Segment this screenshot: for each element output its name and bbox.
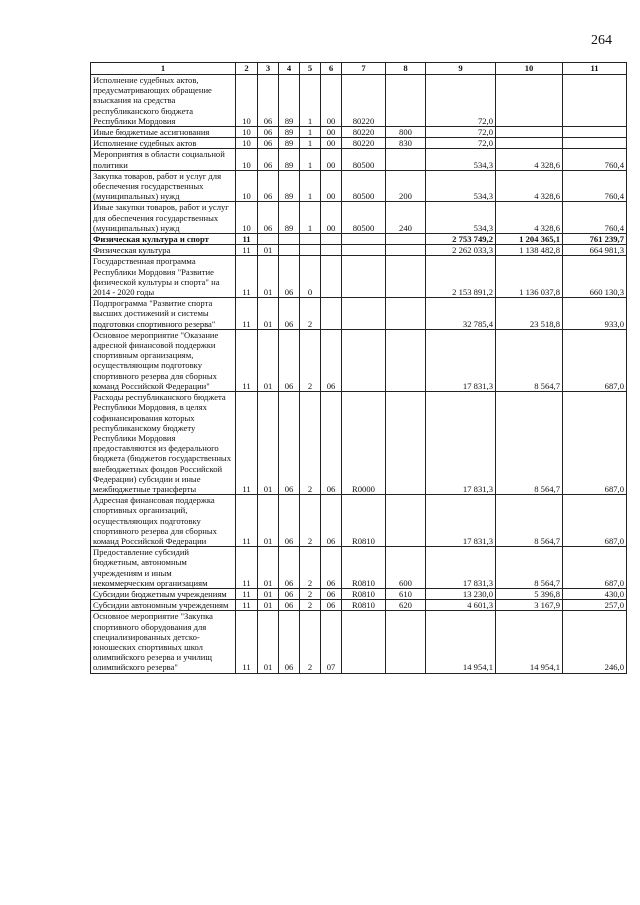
amount-col10 — [496, 138, 563, 149]
event-code: 06 — [321, 392, 342, 495]
table-row — [91, 138, 627, 149]
direction-code: R0810 — [342, 495, 386, 547]
row-name: Предоставление субсидий бюджетным, автономным учреждениям и иным некоммерческим организациям — [91, 547, 236, 589]
subsection-code: 01 — [258, 329, 279, 391]
expense-type-code: 800 — [386, 127, 426, 138]
program-code: 06 — [279, 256, 300, 298]
subprogram-code: 1 — [300, 138, 321, 149]
amount-col11 — [563, 138, 627, 149]
amount-col9: 72,0 — [426, 127, 496, 138]
row-name: Физическая культура — [91, 245, 236, 256]
column-header-11: 11 — [563, 63, 627, 75]
subsection-code: 01 — [258, 245, 279, 256]
amount-col10 — [496, 75, 563, 127]
program-code: 06 — [279, 392, 300, 495]
amount-col10: 1 136 037,8 — [496, 256, 563, 298]
event-code — [321, 298, 342, 330]
section-code: 10 — [236, 202, 258, 234]
program-code: 89 — [279, 149, 300, 170]
section-code: 11 — [236, 298, 258, 330]
event-code: 06 — [321, 588, 342, 599]
section-code: 11 — [236, 256, 258, 298]
table-row — [91, 234, 627, 245]
expense-type-code — [386, 392, 426, 495]
subprogram-code: 2 — [300, 298, 321, 330]
program-code: 89 — [279, 170, 300, 202]
column-header-2: 2 — [236, 63, 258, 75]
page-number: 264 — [591, 33, 612, 48]
amount-col9: 2 153 891,2 — [426, 256, 496, 298]
program-code: 06 — [279, 547, 300, 589]
event-code: 06 — [321, 495, 342, 547]
budget-table — [90, 62, 627, 674]
subprogram-code: 2 — [300, 588, 321, 599]
table-row — [91, 588, 627, 599]
amount-col11: 246,0 — [563, 611, 627, 673]
expense-type-code: 610 — [386, 588, 426, 599]
expense-type-code — [386, 298, 426, 330]
event-code — [321, 234, 342, 245]
section-code: 11 — [236, 547, 258, 589]
subprogram-code — [300, 234, 321, 245]
row-name: Расходы республиканского бюджета Республики Мордовия, в целях софинансирования которых республиканскому бюджету Республики Мордовия предоставляются из федерального бюджета (бюджетов государственных внебюджетных фондов Российской Федерации) субсидии и иные межбюджетные трансферты — [91, 392, 236, 495]
subprogram-code: 1 — [300, 202, 321, 234]
program-code: 06 — [279, 588, 300, 599]
subsection-code: 01 — [258, 588, 279, 599]
amount-col11: 687,0 — [563, 392, 627, 495]
event-code: 00 — [321, 149, 342, 170]
expense-type-code — [386, 149, 426, 170]
event-code: 06 — [321, 600, 342, 611]
table-row — [91, 611, 627, 673]
subsection-code: 01 — [258, 392, 279, 495]
amount-col10: 8 564,7 — [496, 329, 563, 391]
row-name: Основное мероприятие "Оказание адресной финансовой поддержки спортивным организациям, осуществляющим подготовку спортивного резерва для сборных команд Российской Федерации" — [91, 329, 236, 391]
column-header-3: 3 — [258, 63, 279, 75]
direction-code — [342, 234, 386, 245]
subsection-code: 06 — [258, 138, 279, 149]
subsection-code: 01 — [258, 495, 279, 547]
subsection-code: 01 — [258, 611, 279, 673]
subsection-code: 06 — [258, 75, 279, 127]
subprogram-code: 2 — [300, 547, 321, 589]
direction-code: 80500 — [342, 149, 386, 170]
program-code: 89 — [279, 202, 300, 234]
row-name: Физическая культура и спорт — [91, 234, 236, 245]
subsection-code: 01 — [258, 256, 279, 298]
table-row — [91, 245, 627, 256]
expense-type-code: 240 — [386, 202, 426, 234]
table-row — [91, 329, 627, 391]
amount-col10: 8 564,7 — [496, 547, 563, 589]
column-header-8: 8 — [386, 63, 426, 75]
event-code: 00 — [321, 138, 342, 149]
column-header-5: 5 — [300, 63, 321, 75]
amount-col10: 8 564,7 — [496, 495, 563, 547]
expense-type-code — [386, 75, 426, 127]
amount-col10: 23 518,8 — [496, 298, 563, 330]
amount-col9: 2 753 749,2 — [426, 234, 496, 245]
direction-code: 80220 — [342, 75, 386, 127]
column-header-1: 1 — [91, 63, 236, 75]
program-code: 89 — [279, 75, 300, 127]
amount-col11: 664 981,3 — [563, 245, 627, 256]
row-name: Субсидии автономным учреждениям — [91, 600, 236, 611]
amount-col10: 4 328,6 — [496, 149, 563, 170]
table-row — [91, 495, 627, 547]
direction-code — [342, 245, 386, 256]
direction-code: 80500 — [342, 202, 386, 234]
column-header-10: 10 — [496, 63, 563, 75]
direction-code: 80220 — [342, 138, 386, 149]
expense-type-code: 600 — [386, 547, 426, 589]
table-row — [91, 298, 627, 330]
event-code: 00 — [321, 75, 342, 127]
subsection-code: 01 — [258, 298, 279, 330]
direction-code: 80220 — [342, 127, 386, 138]
direction-code: R0810 — [342, 588, 386, 599]
program-code: 06 — [279, 298, 300, 330]
expense-type-code — [386, 329, 426, 391]
event-code — [321, 256, 342, 298]
amount-col9: 17 831,3 — [426, 392, 496, 495]
section-code: 10 — [236, 75, 258, 127]
row-name: Адресная финансовая поддержка спортивных организаций, осуществляющих подготовку спортивного резерва для сборных команд Российской Федерации — [91, 495, 236, 547]
subprogram-code: 1 — [300, 170, 321, 202]
row-name: Закупка товаров, работ и услуг для обеспечения государственных (муниципальных) нужд — [91, 170, 236, 202]
amount-col9: 17 831,3 — [426, 495, 496, 547]
row-name: Субсидии бюджетным учреждениям — [91, 588, 236, 599]
amount-col11: 257,0 — [563, 600, 627, 611]
amount-col11: 687,0 — [563, 547, 627, 589]
expense-type-code — [386, 611, 426, 673]
row-name: Иные закупки товаров, работ и услуг для обеспечения государственных (муниципальных) нужд — [91, 202, 236, 234]
program-code: 89 — [279, 127, 300, 138]
subsection-code: 06 — [258, 127, 279, 138]
expense-type-code: 200 — [386, 170, 426, 202]
direction-code — [342, 329, 386, 391]
program-code: 06 — [279, 600, 300, 611]
program-code: 06 — [279, 611, 300, 673]
amount-col9: 534,3 — [426, 170, 496, 202]
amount-col10: 1 204 365,1 — [496, 234, 563, 245]
event-code: 07 — [321, 611, 342, 673]
column-header-4: 4 — [279, 63, 300, 75]
amount-col9: 17 831,3 — [426, 329, 496, 391]
amount-col11 — [563, 127, 627, 138]
table-row — [91, 75, 627, 127]
amount-col10: 14 954,1 — [496, 611, 563, 673]
amount-col11: 660 130,3 — [563, 256, 627, 298]
section-code: 11 — [236, 588, 258, 599]
subsection-code: 01 — [258, 600, 279, 611]
direction-code — [342, 298, 386, 330]
subsection-code: 01 — [258, 547, 279, 589]
section-code: 11 — [236, 611, 258, 673]
direction-code: R0000 — [342, 392, 386, 495]
event-code: 06 — [321, 547, 342, 589]
amount-col10: 1 138 482,8 — [496, 245, 563, 256]
expense-type-code — [386, 495, 426, 547]
expense-type-code — [386, 256, 426, 298]
amount-col9: 72,0 — [426, 75, 496, 127]
subsection-code: 06 — [258, 170, 279, 202]
amount-col11 — [563, 75, 627, 127]
row-name: Иные бюджетные ассигнования — [91, 127, 236, 138]
event-code: 00 — [321, 127, 342, 138]
section-code: 10 — [236, 127, 258, 138]
subprogram-code: 2 — [300, 329, 321, 391]
expense-type-code — [386, 245, 426, 256]
table-row — [91, 170, 627, 202]
subprogram-code: 1 — [300, 149, 321, 170]
subsection-code — [258, 234, 279, 245]
row-name: Государственная программа Республики Мордовия "Развитие физической культуры и спорта" на 2014 - 2020 годы — [91, 256, 236, 298]
section-code: 11 — [236, 600, 258, 611]
amount-col10: 4 328,6 — [496, 170, 563, 202]
table-row — [91, 149, 627, 170]
program-code: 06 — [279, 329, 300, 391]
program-code: 06 — [279, 495, 300, 547]
table-body — [91, 75, 627, 674]
amount-col11: 760,4 — [563, 170, 627, 202]
event-code: 00 — [321, 170, 342, 202]
section-code: 11 — [236, 245, 258, 256]
amount-col10: 8 564,7 — [496, 392, 563, 495]
subprogram-code: 2 — [300, 392, 321, 495]
amount-col10: 4 328,6 — [496, 202, 563, 234]
subprogram-code: 2 — [300, 495, 321, 547]
event-code — [321, 245, 342, 256]
section-code: 10 — [236, 138, 258, 149]
amount-col9: 4 601,3 — [426, 600, 496, 611]
amount-col11: 687,0 — [563, 329, 627, 391]
section-code: 11 — [236, 234, 258, 245]
amount-col11: 760,4 — [563, 149, 627, 170]
row-name: Исполнение судебных актов, предусматривающих обращение взыскания на средства республиканского бюджета Республики Мордовия — [91, 75, 236, 127]
direction-code — [342, 256, 386, 298]
subprogram-code: 2 — [300, 600, 321, 611]
subprogram-code: 0 — [300, 256, 321, 298]
table-row — [91, 127, 627, 138]
subsection-code: 06 — [258, 202, 279, 234]
amount-col9: 14 954,1 — [426, 611, 496, 673]
row-name: Подпрограмма "Развитие спорта высших достижений и системы подготовки спортивного резерва" — [91, 298, 236, 330]
column-header-9: 9 — [426, 63, 496, 75]
section-code: 10 — [236, 170, 258, 202]
section-code: 11 — [236, 329, 258, 391]
program-code: 89 — [279, 138, 300, 149]
column-header-7: 7 — [342, 63, 386, 75]
direction-code: 80500 — [342, 170, 386, 202]
direction-code: R0810 — [342, 547, 386, 589]
subprogram-code — [300, 245, 321, 256]
amount-col11: 933,0 — [563, 298, 627, 330]
amount-col10 — [496, 127, 563, 138]
program-code — [279, 245, 300, 256]
expense-type-code: 620 — [386, 600, 426, 611]
row-name: Основное мероприятие "Закупка спортивного оборудования для специализированных детско-юношеских спортивных школ олимпийского резерва и училищ олимпийского резерва" — [91, 611, 236, 673]
table-row — [91, 547, 627, 589]
expense-type-code: 830 — [386, 138, 426, 149]
amount-col11: 761 239,7 — [563, 234, 627, 245]
program-code — [279, 234, 300, 245]
subsection-code: 06 — [258, 149, 279, 170]
table-row — [91, 600, 627, 611]
table-row — [91, 256, 627, 298]
amount-col9: 2 262 033,3 — [426, 245, 496, 256]
amount-col11: 687,0 — [563, 495, 627, 547]
section-code: 10 — [236, 149, 258, 170]
amount-col9: 13 230,0 — [426, 588, 496, 599]
table-row — [91, 392, 627, 495]
amount-col9: 17 831,3 — [426, 547, 496, 589]
event-code: 06 — [321, 329, 342, 391]
subprogram-code: 2 — [300, 611, 321, 673]
column-header-6: 6 — [321, 63, 342, 75]
direction-code — [342, 611, 386, 673]
row-name: Мероприятия в области социальной политики — [91, 149, 236, 170]
direction-code: R0810 — [342, 600, 386, 611]
amount-col11: 760,4 — [563, 202, 627, 234]
section-code: 11 — [236, 392, 258, 495]
subprogram-code: 1 — [300, 75, 321, 127]
table-header-row — [91, 63, 627, 75]
table-row — [91, 202, 627, 234]
amount-col9: 32 785,4 — [426, 298, 496, 330]
expense-type-code — [386, 234, 426, 245]
amount-col9: 534,3 — [426, 202, 496, 234]
row-name: Исполнение судебных актов — [91, 138, 236, 149]
section-code: 11 — [236, 495, 258, 547]
amount-col10: 3 167,9 — [496, 600, 563, 611]
subprogram-code: 1 — [300, 127, 321, 138]
amount-col10: 5 396,8 — [496, 588, 563, 599]
event-code: 00 — [321, 202, 342, 234]
amount-col11: 430,0 — [563, 588, 627, 599]
amount-col9: 534,3 — [426, 149, 496, 170]
amount-col9: 72,0 — [426, 138, 496, 149]
